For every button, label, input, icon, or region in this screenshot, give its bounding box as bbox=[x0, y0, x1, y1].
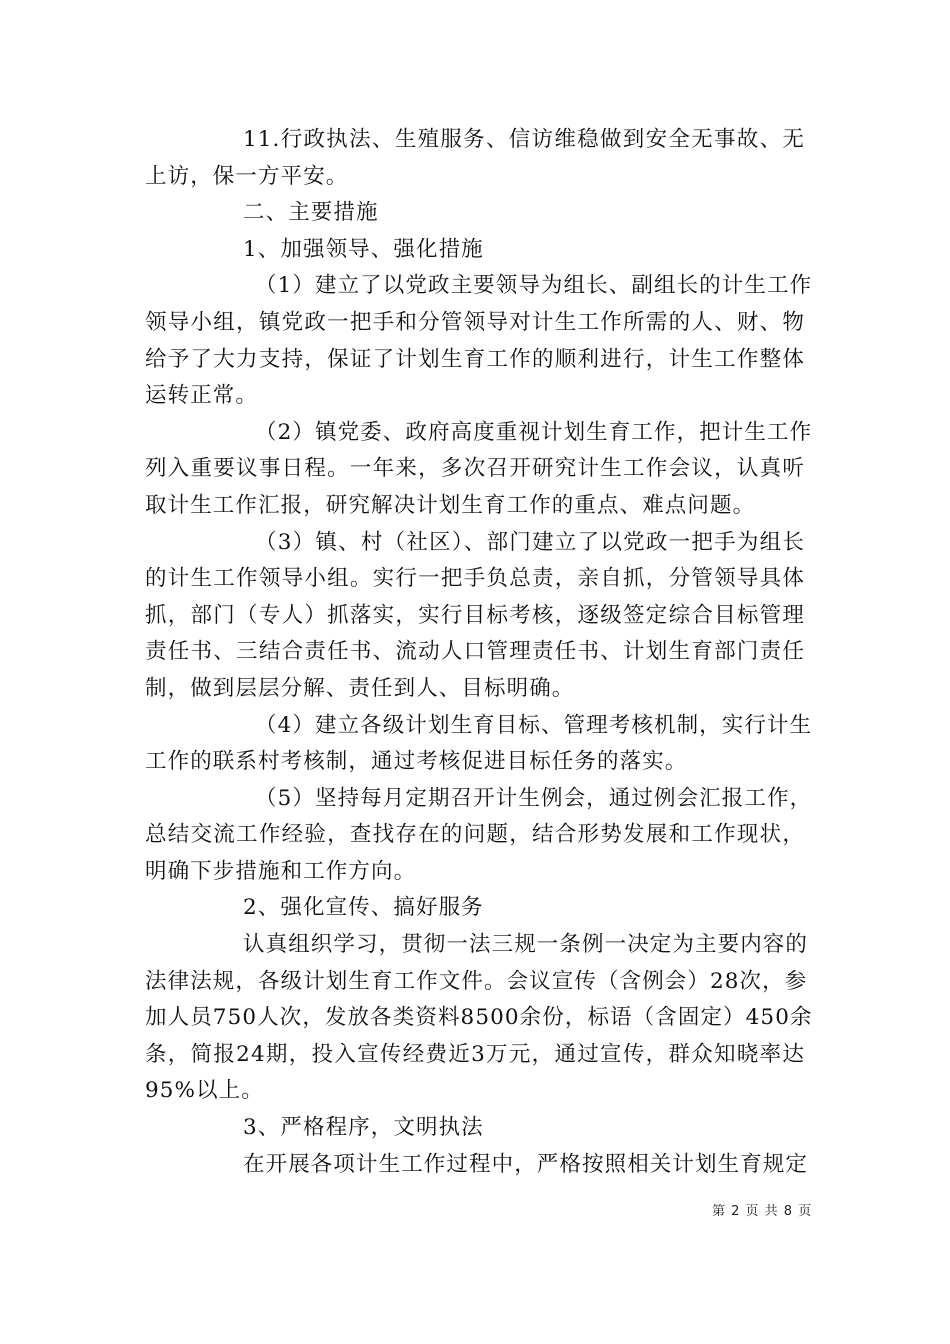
paragraph-point-1 bbox=[145, 268, 813, 414]
text-line: 抓，部门（专人）抓落实，实行目标考核，逐级签定综合目标管理 bbox=[145, 602, 805, 628]
text-line: 认真组织学习，贯彻一法三规一条例一决定为主要内容的 bbox=[243, 932, 809, 958]
text-line: 取计生工作汇报，研究解决计划生育工作的重点、难点问题。 bbox=[145, 492, 756, 518]
text-line: 条，简报24期，投入宣传经费近3万元，通过宣传，群众知晓率达 bbox=[145, 1041, 805, 1067]
text-line: （5）坚持每月定期召开计生例会，通过例会汇报工作， bbox=[255, 785, 813, 811]
paragraph-heading-2 bbox=[145, 195, 805, 232]
paragraph-subheading-2 bbox=[145, 890, 805, 927]
paragraph-subheading-1 bbox=[145, 232, 805, 269]
paragraph-point-2 bbox=[145, 415, 813, 525]
text-line: （2）镇党委、政府高度重视计划生育工作，把计生工作 bbox=[255, 419, 813, 445]
text-line: （3）镇、村（社区）、部门建立了以党政一把手为组长 bbox=[255, 529, 805, 555]
text-line: 上访，保一方平安。 bbox=[145, 163, 349, 189]
paragraph-subheading-3 bbox=[145, 1110, 805, 1147]
text-line: 1、加强领导、强化措施 bbox=[243, 236, 484, 262]
page-number-footer: 第 2 页 共 8 页 bbox=[712, 1204, 813, 1219]
text-line: 列入重要议事日程。一年来，多次召开研究计生工作会议，认真听 bbox=[145, 456, 805, 482]
text-line: 责任书、三结合责任书、流动人口管理责任书、计划生育部门责任 bbox=[145, 639, 805, 665]
text-line: （4）建立各级计划生育目标、管理考核机制，实行计生 bbox=[255, 712, 813, 738]
text-line: 运转正常。 bbox=[145, 383, 259, 409]
text-line: 二、主要措施 bbox=[243, 200, 379, 226]
paragraph-enforcement bbox=[145, 1147, 809, 1184]
text-line: 法律法规，各级计划生育工作文件。会议宣传（含例会）28次，参 bbox=[145, 968, 808, 994]
paragraph-point-4 bbox=[145, 708, 813, 781]
text-line: 领导小组，镇党政一把手和分管领导对计生工作所需的人、财、物 bbox=[145, 309, 805, 335]
text-line: 95%以上。 bbox=[145, 1078, 264, 1104]
paragraph-point-5 bbox=[145, 781, 813, 891]
text-line: 的计生工作领导小组。实行一把手负总责，亲自抓，分管领导具体 bbox=[145, 566, 805, 592]
text-line: 制，做到层层分解、责任到人、目标明确。 bbox=[145, 675, 575, 701]
paragraph-item-11 bbox=[145, 122, 805, 195]
text-line: 工作的联系村考核制，通过考核促进目标任务的落实。 bbox=[145, 749, 688, 775]
paragraph-publicity bbox=[145, 927, 813, 1110]
text-line: 在开展各项计生工作过程中，严格按照相关计划生育规定 bbox=[243, 1151, 809, 1177]
text-line: 2、强化宣传、搞好服务 bbox=[243, 895, 484, 921]
text-line: （1）建立了以党政主要领导为组长、副组长的计生工作 bbox=[255, 273, 813, 299]
text-line: 总结交流工作经验，查找存在的问题，结合形势发展和工作现状， bbox=[145, 822, 805, 848]
text-line: 3、严格程序，文明执法 bbox=[243, 1115, 484, 1141]
text-line: 给予了大力支持，保证了计划生育工作的顺利进行，计生工作整体 bbox=[145, 346, 805, 372]
text-line: 11.行政执法、生殖服务、信访维稳做到安全无事故、无 bbox=[243, 127, 805, 152]
text-line: 加人员750人次，发放各类资料8500余份，标语（含固定）450余 bbox=[145, 1005, 813, 1031]
paragraph-point-3 bbox=[145, 525, 805, 708]
document-page bbox=[145, 122, 813, 1183]
text-line: 明确下步措施和工作方向。 bbox=[145, 858, 417, 884]
